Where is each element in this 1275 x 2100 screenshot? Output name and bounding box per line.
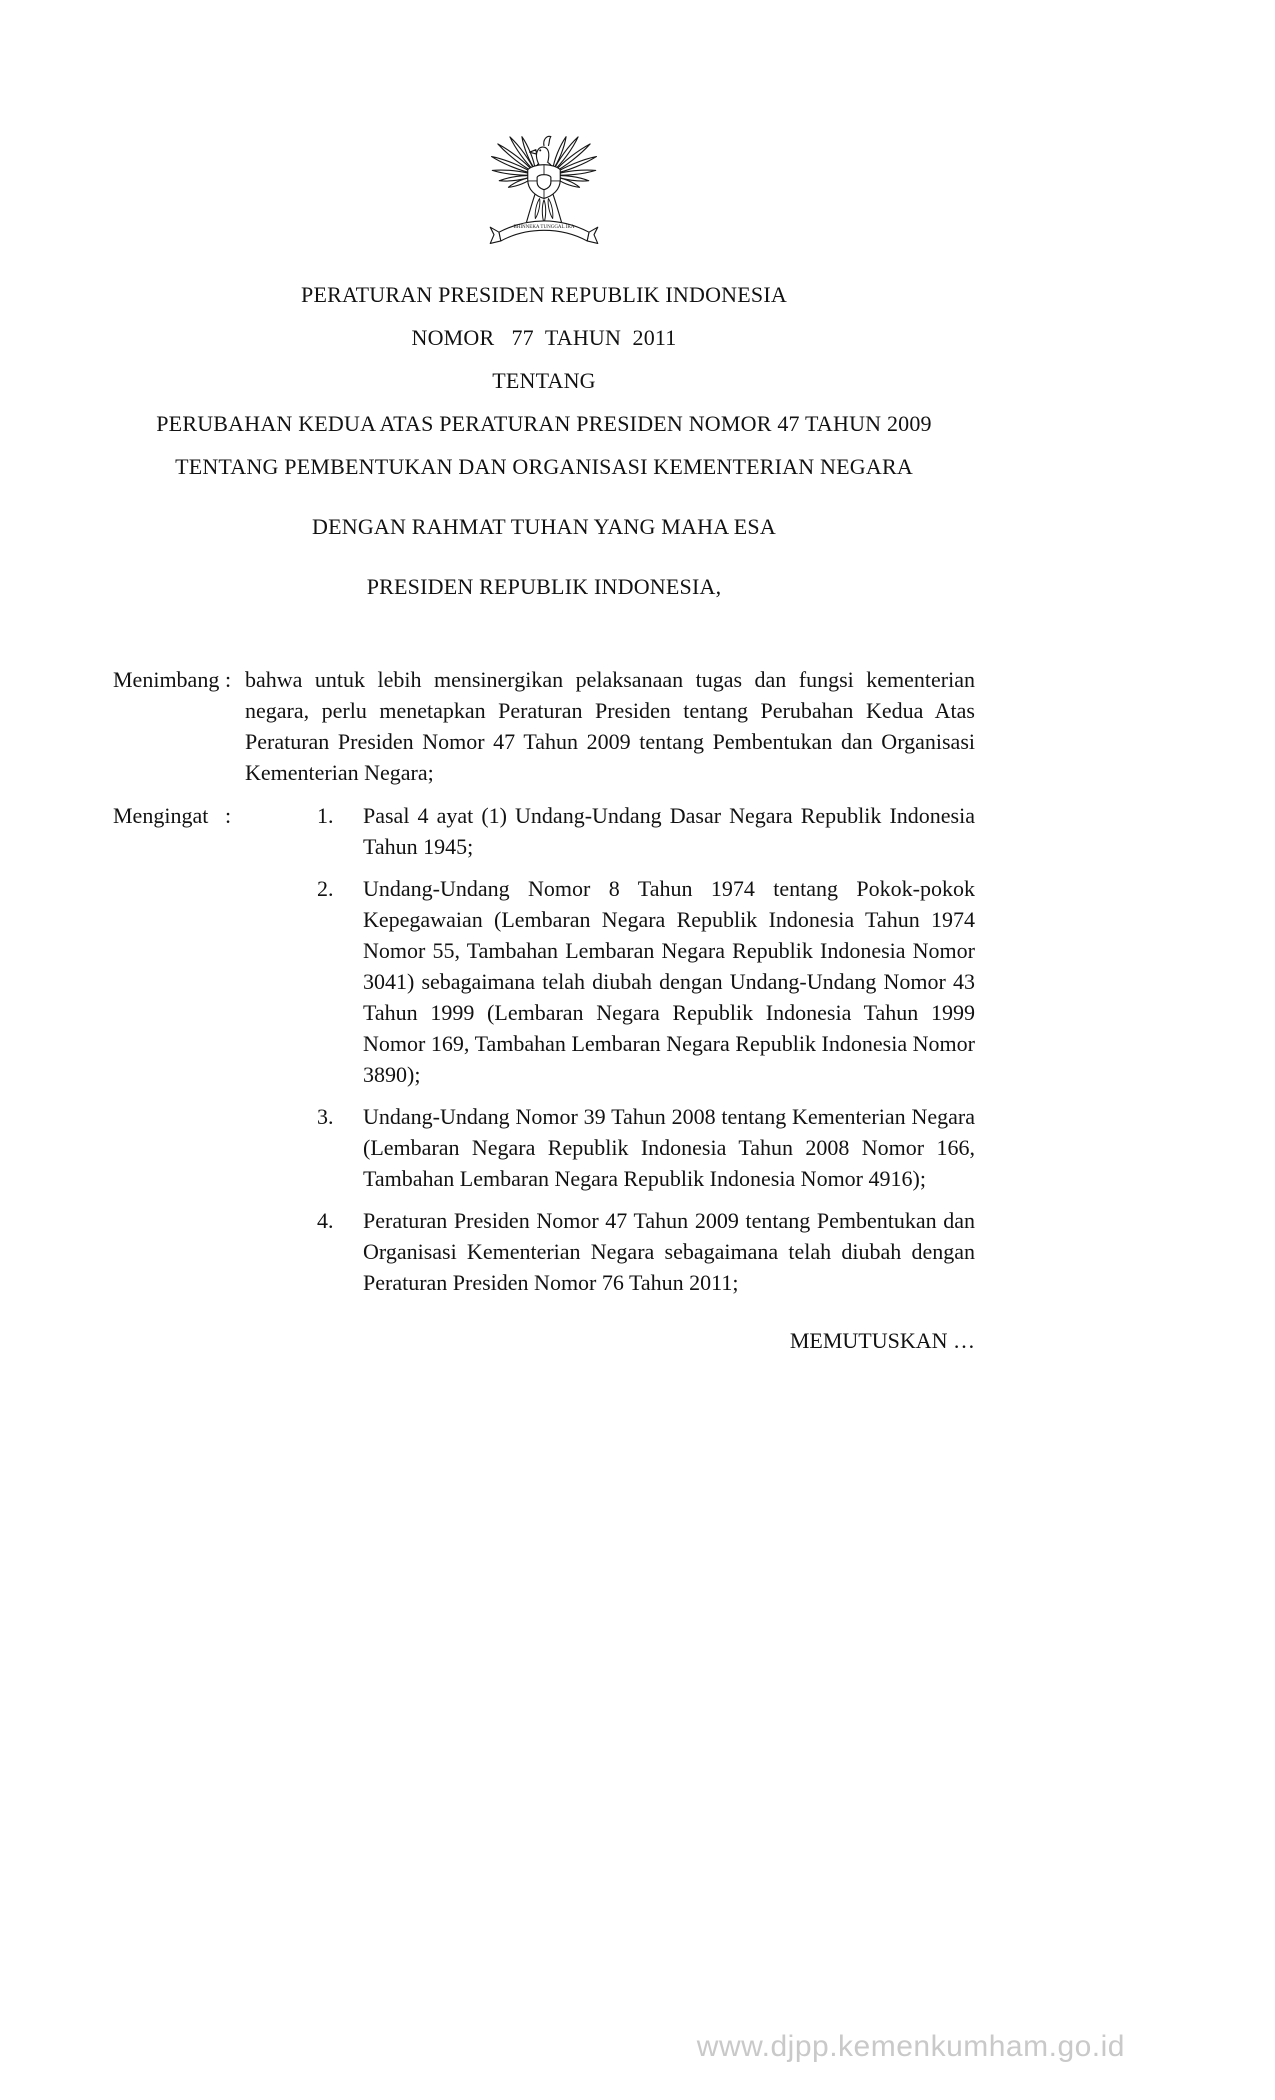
subject-line-1: PERUBAHAN KEDUA ATAS PERATURAN PRESIDEN NOMOR 47 TAHUN 2009 xyxy=(156,411,932,436)
mengingat-label: Mengingat xyxy=(113,803,209,828)
mengingat-item-1 xyxy=(245,800,975,862)
emblem-motto: BHINNEKA TUNGGAL IKA xyxy=(513,224,575,230)
menimbang-label: Menimbang xyxy=(113,667,220,692)
garuda-emblem-svg xyxy=(469,112,619,253)
item-number: 2. xyxy=(317,876,334,901)
item-number: 4. xyxy=(317,1208,334,1233)
document-body xyxy=(0,664,1275,1356)
item-number: 1. xyxy=(317,803,334,828)
item-number: 3. xyxy=(317,1104,334,1129)
pancasila-shield xyxy=(528,165,561,199)
memutuskan-catchword: MEMUTUSKAN … xyxy=(789,1328,975,1353)
item-text: Peraturan Presiden Nomor 47 Tahun 2009 tentang Pembentukan dan Organisasi Kementerian Negara sebagaimana telah diubah dengan Peraturan Presiden Nomor 76 Tahun 2011; xyxy=(363,1208,975,1295)
garuda-pancasila-emblem xyxy=(113,112,975,253)
issuer-line: PRESIDEN REPUBLIK INDONESIA, xyxy=(366,574,722,599)
mengingat-section xyxy=(113,800,975,1309)
menimbang-colon: : xyxy=(225,667,232,692)
watermark-url: www.djpp.kemenkumham.go.id xyxy=(696,2030,1125,2063)
mengingat-colon: : xyxy=(225,803,232,828)
eye xyxy=(539,149,541,151)
invocation-line: DENGAN RAHMAT TUHAN YANG MAHA ESA xyxy=(312,514,776,539)
crest xyxy=(544,136,551,146)
masthead xyxy=(0,0,1275,608)
subject-line-2: TENTANG PEMBENTUKAN DAN ORGANISASI KEMENTERIAN NEGARA xyxy=(175,454,913,479)
menimbang-section xyxy=(113,664,975,788)
item-text: Pasal 4 ayat (1) Undang-Undang Dasar Negara Republik Indonesia Tahun 1945; xyxy=(363,803,975,859)
mengingat-item-2 xyxy=(245,873,975,1090)
document-number-line: NOMOR 77 TAHUN 2011 xyxy=(411,325,677,350)
item-text: Undang-Undang Nomor 39 Tahun 2008 tentang Kementerian Negara (Lembaran Negara Republik Indonesia Tahun 2008 Nomor 166, Tambahan Lembaran Negara Republik Indonesia Nomor 4916); xyxy=(363,1104,975,1191)
mengingat-list xyxy=(245,800,975,1309)
mengingat-item-4 xyxy=(245,1205,975,1298)
tail-feathers xyxy=(534,198,554,223)
right-leg xyxy=(553,193,562,222)
left-leg xyxy=(527,193,536,222)
document-type-title: PERATURAN PRESIDEN REPUBLIK INDONESIA xyxy=(301,282,787,307)
tentang-label: TENTANG xyxy=(492,368,596,393)
item-text: Undang-Undang Nomor 8 Tahun 1974 tentang Pokok-pokok Kepegawaian (Lembaran Negara Republik Indonesia Tahun 1974 Nomor 55, Tambahan Lembaran Negara Republik Indonesia Nomor 3041) sebagaimana telah diubah dengan Undang-Undang Nomor 43 Tahun 1999 (Lembaran Negara Republik Indonesia Tahun 1999 Nomor 169, Tambahan Lembaran Negara Republik Indonesia Nomor 3890); xyxy=(363,876,975,1087)
mengingat-item-3 xyxy=(245,1101,975,1194)
menimbang-text: bahwa untuk lebih mensinergikan pelaksanaan tugas dan fungsi kementerian negara, perlu menetapkan Peraturan Presiden tentang Perubahan Kedua Atas Peraturan Presiden Nomor 47 Tahun 2009 tentang Pembentukan dan Organisasi Kementerian Negara; xyxy=(245,667,975,785)
